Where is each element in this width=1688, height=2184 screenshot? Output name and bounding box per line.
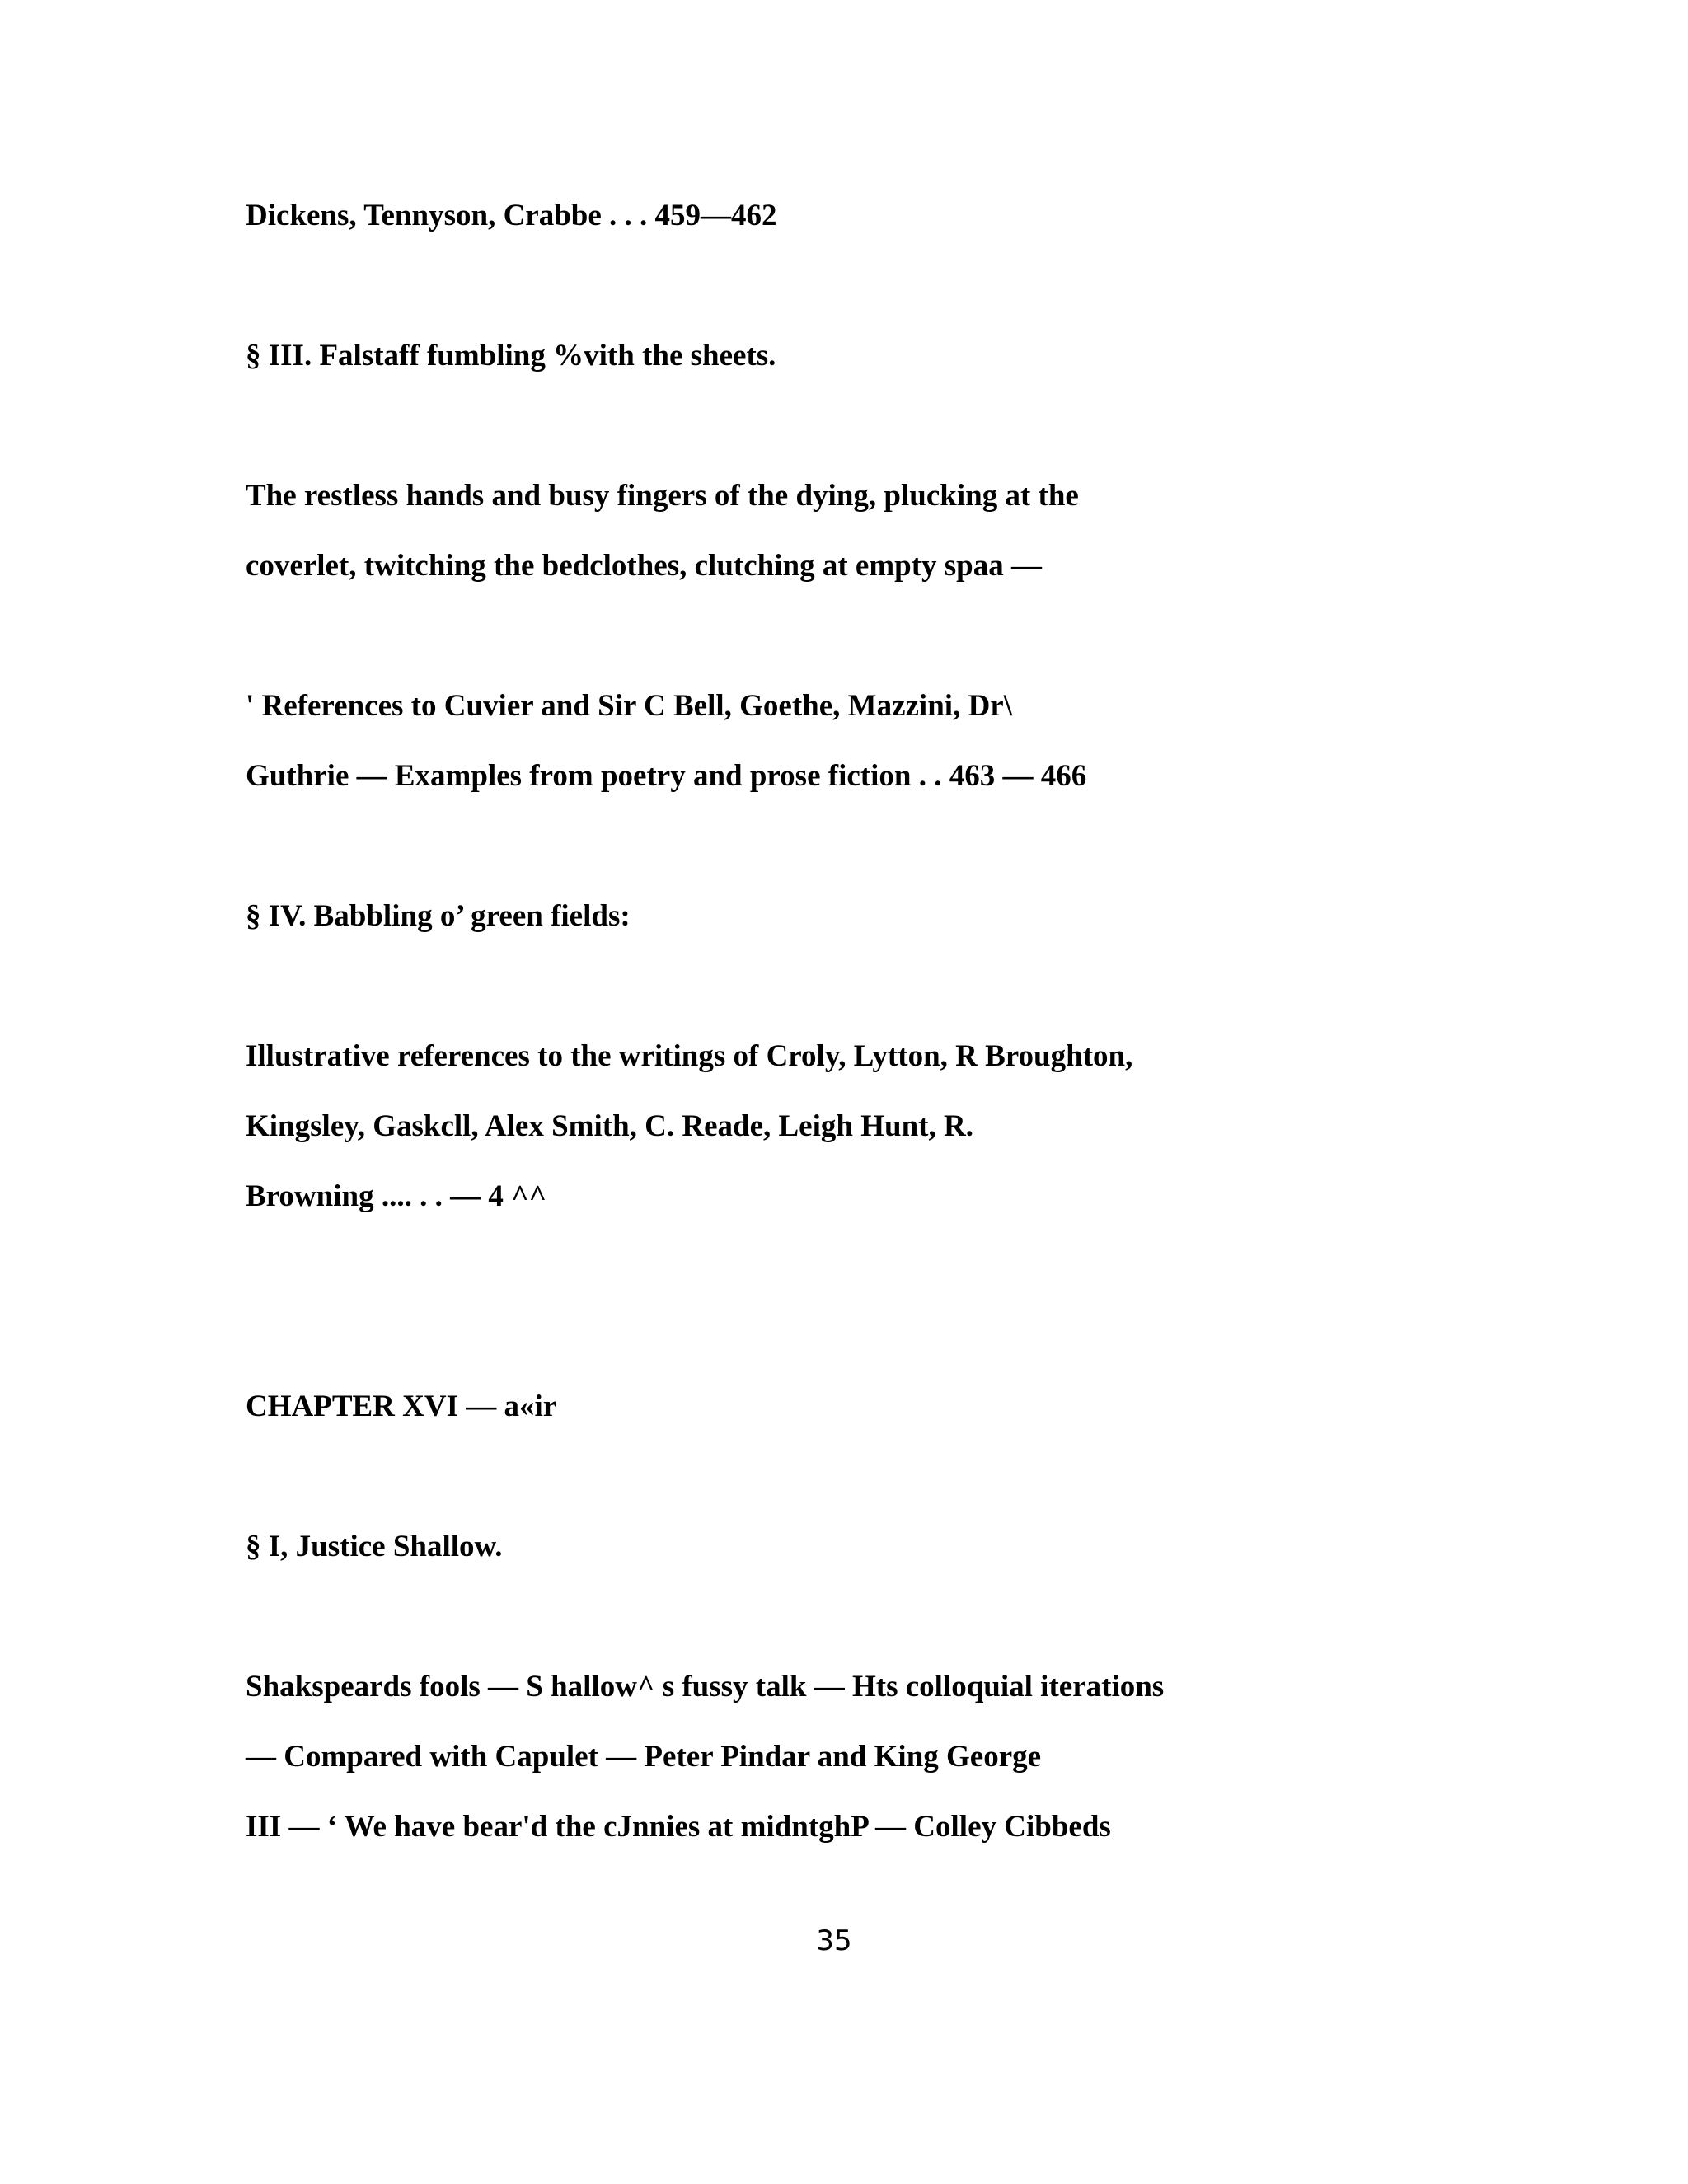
section-heading-falstaff: § III. Falstaff fumbling %vith the sheets.: [246, 339, 776, 373]
toc-entry-dickens-tennyson-crabbe: Dickens, Tennyson, Crabbe . . . 459—462: [246, 199, 777, 232]
summary-line-kingsley: Kingsley, Gaskcll, Alex Smith, C. Reade, Leigh Hunt, R.: [246, 1109, 973, 1143]
summary-line-capulet: — Compared with Capulet — Peter Pindar and King George: [246, 1740, 1042, 1774]
section-heading-green-fields: § IV. Babbling o’ green fields:: [246, 899, 631, 933]
summary-line-illustrative-references: Illustrative references to the writings of Croly, Lytton, R Broughton,: [246, 1039, 1133, 1073]
summary-line-shakspeards-fools: Shakspeards fools — S hallow^ s fussy talk — Hts colloquial iterations: [246, 1670, 1165, 1704]
summary-line-references-cuvier: ' References to Cuvier and Sir C Bell, Goethe, Mazzini, Dr\: [246, 689, 1012, 723]
section-heading-justice-shallow: § I, Justice Shallow.: [246, 1530, 503, 1563]
summary-line-guthrie: Guthrie — Examples from poetry and prose fiction . . 463 — 466: [246, 759, 1087, 793]
chapter-heading-xvi: CHAPTER XVI — a«ir: [246, 1390, 557, 1423]
page-number: 35: [816, 1924, 852, 1957]
summary-line-colley-cibbeds: III — ‘ We have bear'd the cJnnies at midntghP — Colley Cibbeds: [246, 1810, 1111, 1844]
summary-line-restless-hands: The restless hands and busy fingers of the dying, plucking at the: [246, 479, 1079, 513]
summary-line-browning: Browning .... . . — 4 ^^: [246, 1179, 547, 1213]
summary-line-coverlet: coverlet, twitching the bedclothes, clutching at empty spaa —: [246, 549, 1043, 583]
